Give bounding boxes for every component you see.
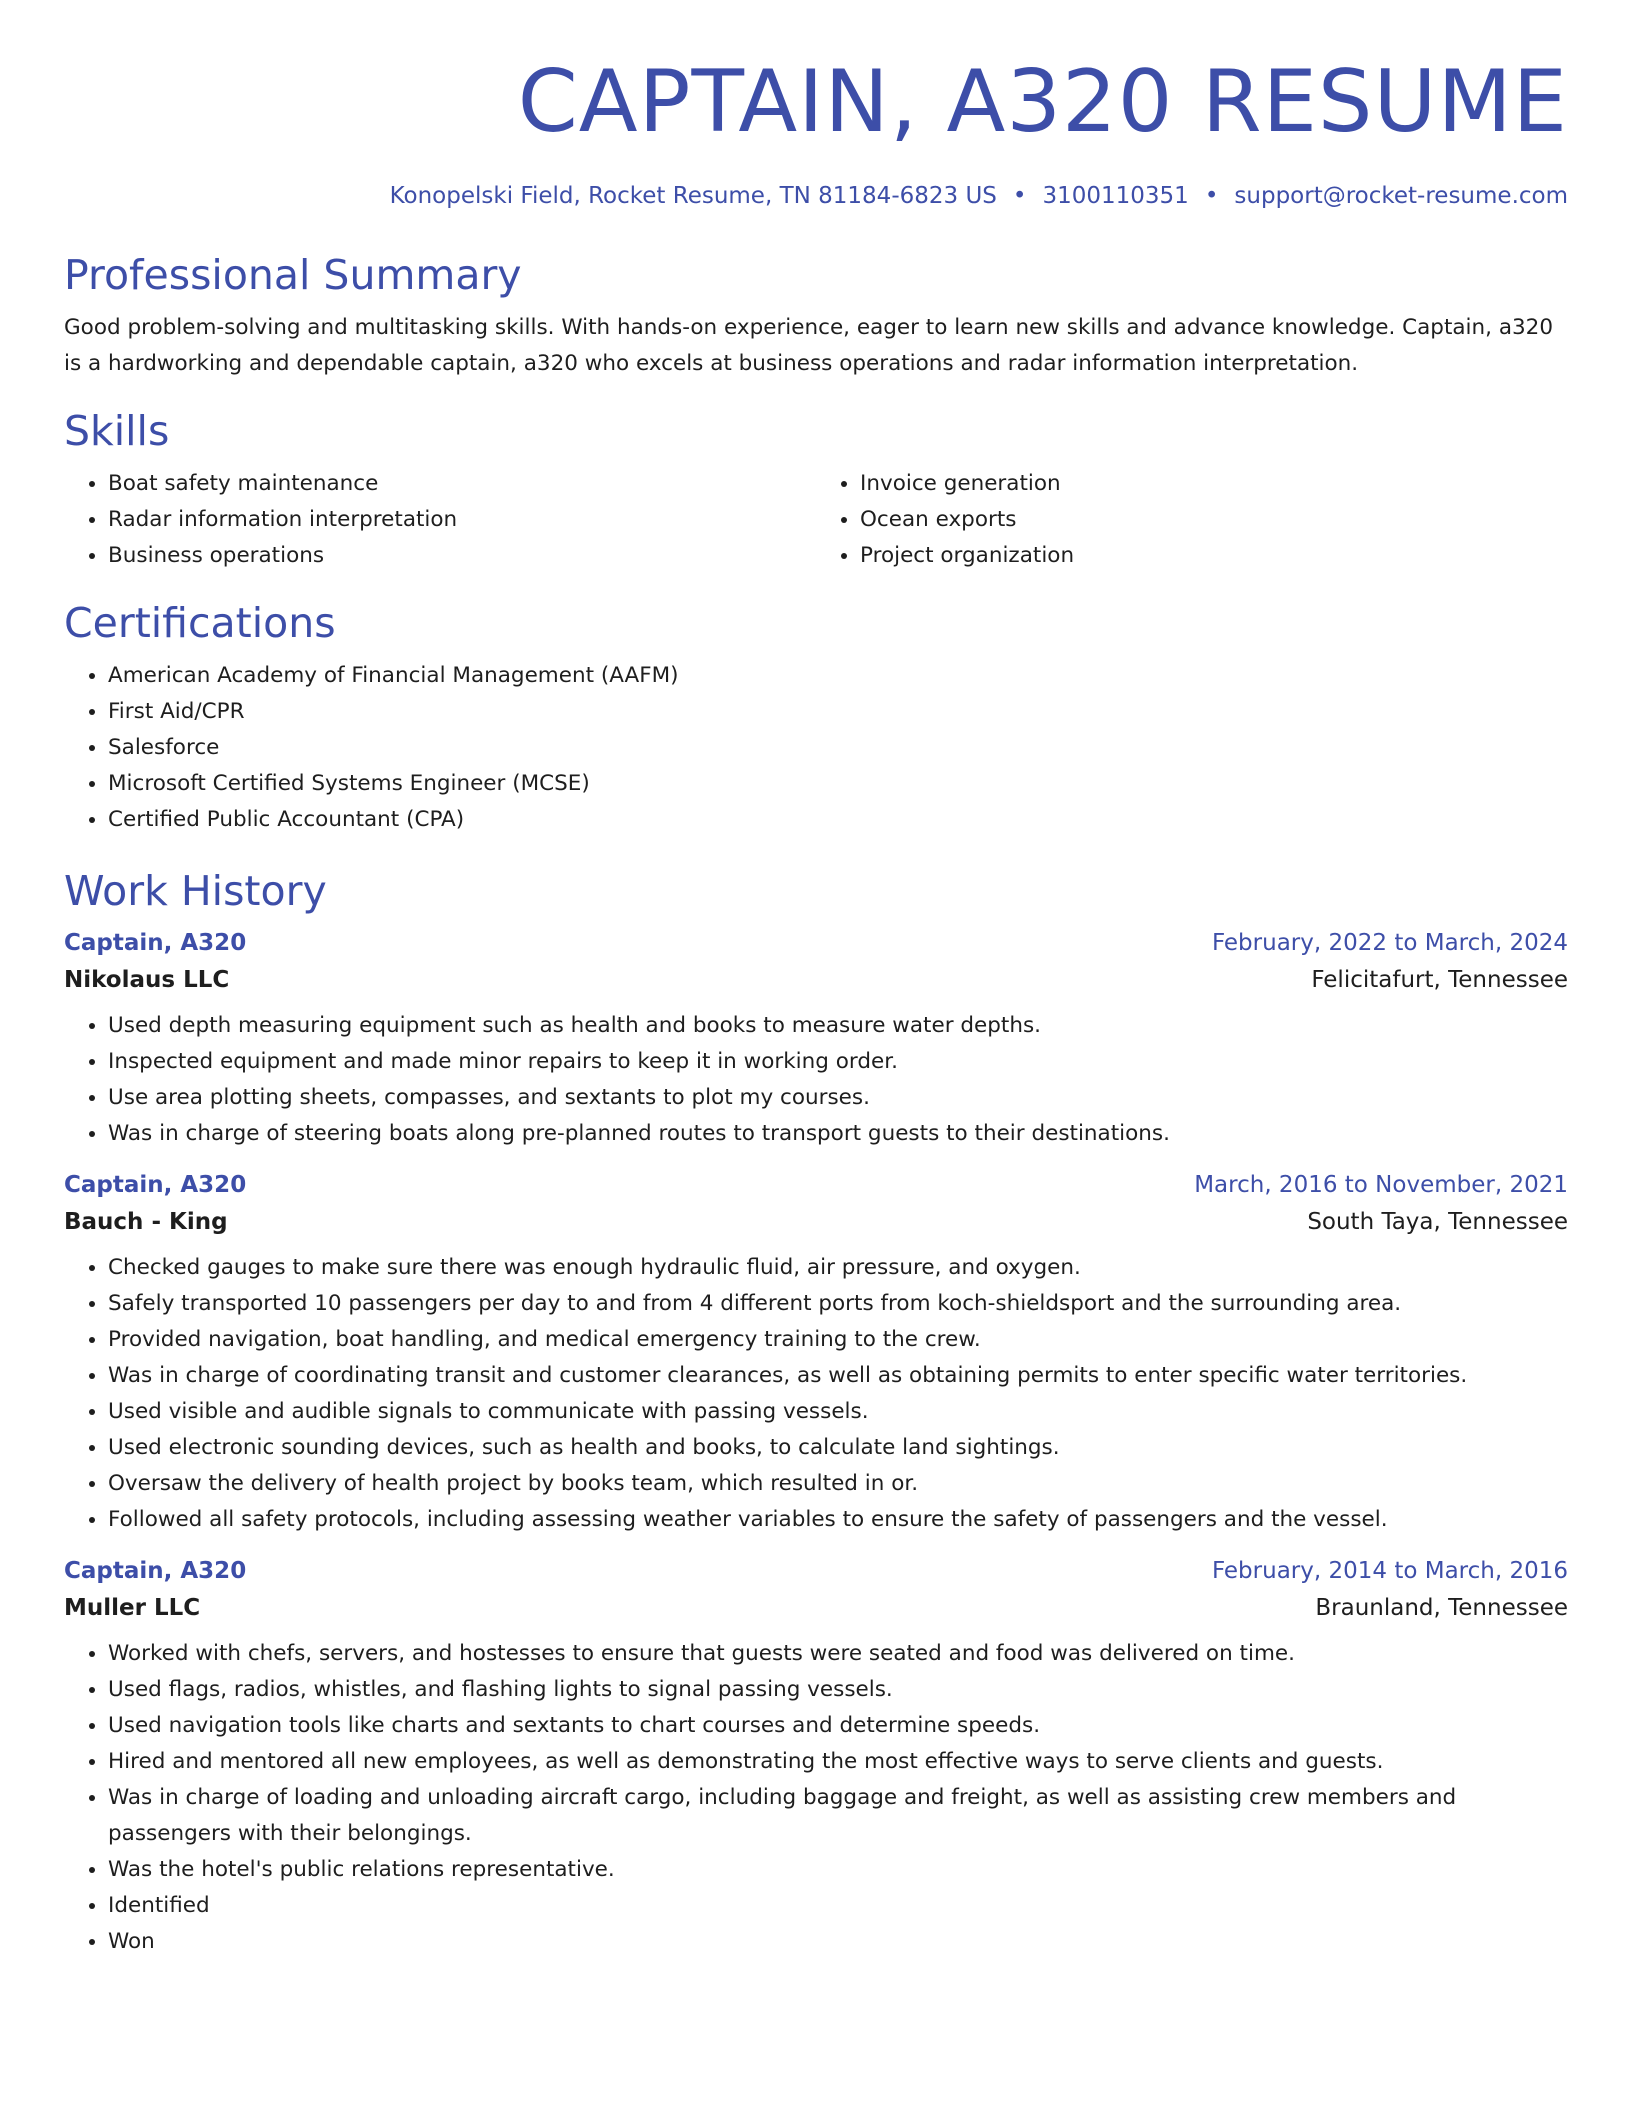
skills-grid <box>64 466 1568 574</box>
job-title: Captain, A320 <box>64 1558 247 1584</box>
contact-separator: • <box>1012 183 1027 209</box>
job-bullet: • Followed all safety protocols, including assessing weather variables to ensure the safety of passengers and the vessel. <box>108 1502 1568 1538</box>
skill-item: • Radar information interpretation <box>108 502 816 538</box>
certifications-heading: Certifications <box>64 599 336 647</box>
job-bullet: • Was in charge of loading and unloading aircraft cargo, including baggage and freight, as well as assisting crew members and passengers with their belongings. <box>108 1780 1568 1852</box>
job-header <box>64 1170 1568 1200</box>
job-header <box>64 1556 1568 1586</box>
certification-item: • American Academy of Financial Management (AAFM) <box>108 658 1568 694</box>
contact-line <box>64 181 1568 211</box>
skill-item: • Invoice generation <box>860 466 1568 502</box>
job-bullet: • Use area plotting sheets, compasses, and sextants to plot my courses. <box>108 1080 1568 1116</box>
skill-item: • Boat safety maintenance <box>108 466 816 502</box>
job-header <box>64 928 1568 958</box>
job-bullet: • Used depth measuring equipment such as health and books to measure water depths. <box>108 1008 1568 1044</box>
job-bullet: • Used flags, radios, whistles, and flashing lights to signal passing vessels. <box>108 1672 1568 1708</box>
job-bullet: • Identified <box>108 1888 1568 1924</box>
job-subheader <box>64 965 1568 995</box>
summary-section <box>64 250 1568 382</box>
job-location: Felicitafurt, Tennessee <box>1311 967 1568 993</box>
job-company: Muller LLC <box>64 1595 201 1621</box>
summary-text: Good problem-solving and multitasking skills. With hands-on experience, eager to learn new skills and advance knowledge. Captain, a320 is a hardworking and dependable captain, a320 who excels at business operations and radar information interpretation. <box>64 315 1554 376</box>
job-bullet: • Used visible and audible signals to communicate with passing vessels. <box>108 1394 1568 1430</box>
contact-phone: 3100110351 <box>1042 183 1189 209</box>
job-bullet: • Was in charge of steering boats along pre-planned routes to transport guests to their destinations. <box>108 1116 1568 1152</box>
job-bullet: • Was the hotel's public relations representative. <box>108 1852 1568 1888</box>
certification-item: • First Aid/CPR <box>108 694 1568 730</box>
job-bullet: • Checked gauges to make sure there was enough hydraulic fluid, air pressure, and oxygen. <box>108 1250 1568 1286</box>
job-entry <box>64 928 1568 1152</box>
job-bullet: • Hired and mentored all new employees, as well as demonstrating the most effective ways to serve clients and guests. <box>108 1744 1568 1780</box>
job-title: Captain, A320 <box>64 1172 247 1198</box>
job-bullet: • Safely transported 10 passengers per day to and from 4 different ports from koch-shieldsport and the surrounding area. <box>108 1286 1568 1322</box>
certifications-list <box>64 658 1568 838</box>
job-title: Captain, A320 <box>64 930 247 956</box>
job-company: Nikolaus LLC <box>64 967 230 993</box>
work-section <box>64 866 1568 1960</box>
job-entry <box>64 1170 1568 1538</box>
job-subheader <box>64 1593 1568 1623</box>
resume-page <box>64 0 1568 1960</box>
job-bullet: • Was in charge of coordinating transit and customer clearances, as well as obtaining permits to enter specific water territories. <box>108 1358 1568 1394</box>
work-heading: Work History <box>64 867 327 915</box>
job-entry <box>64 1556 1568 1960</box>
summary-heading: Professional Summary <box>64 251 522 299</box>
job-bullet: • Used electronic sounding devices, such as health and books, to calculate land sightings. <box>108 1430 1568 1466</box>
skill-item: • Project organization <box>860 538 1568 574</box>
job-bullet: • Oversaw the delivery of health project by books team, which resulted in or. <box>108 1466 1568 1502</box>
resume-title: CAPTAIN, A320 RESUME <box>517 52 1568 152</box>
job-subheader <box>64 1207 1568 1237</box>
skills-list-left <box>64 466 816 574</box>
job-dates: February, 2022 to March, 2024 <box>1211 930 1568 956</box>
job-bullet: • Won <box>108 1924 1568 1960</box>
job-bullet: • Inspected equipment and made minor repairs to keep it in working order. <box>108 1044 1568 1080</box>
job-bullets <box>64 1250 1568 1538</box>
certification-item: • Salesforce <box>108 730 1568 766</box>
job-bullet: • Provided navigation, boat handling, and medical emergency training to the crew. <box>108 1322 1568 1358</box>
job-location: South Taya, Tennessee <box>1307 1209 1568 1235</box>
job-company: Bauch - King <box>64 1209 228 1235</box>
job-location: Braunland, Tennessee <box>1315 1595 1568 1621</box>
skills-list-right <box>816 466 1568 574</box>
contact-email[interactable]: support@rocket-resume.com <box>1234 183 1568 209</box>
job-bullets <box>64 1636 1568 1960</box>
skills-section <box>64 406 1568 574</box>
skill-item: • Ocean exports <box>860 502 1568 538</box>
certification-item: • Microsoft Certified Systems Engineer (MCSE) <box>108 766 1568 802</box>
job-bullet: • Used navigation tools like charts and sextants to chart courses and determine speeds. <box>108 1708 1568 1744</box>
skills-heading: Skills <box>64 407 170 455</box>
contact-separator: • <box>1204 183 1219 209</box>
certification-item: • Certified Public Accountant (CPA) <box>108 802 1568 838</box>
certifications-section <box>64 598 1568 838</box>
job-bullet: • Worked with chefs, servers, and hostesses to ensure that guests were seated and food was delivered on time. <box>108 1636 1568 1672</box>
skill-item: • Business operations <box>108 538 816 574</box>
contact-address: Konopelski Field, Rocket Resume, TN 81184-6823 US <box>389 183 997 209</box>
job-dates: February, 2014 to March, 2016 <box>1211 1558 1568 1584</box>
job-bullets <box>64 1008 1568 1152</box>
job-dates: March, 2016 to November, 2021 <box>1194 1172 1568 1198</box>
